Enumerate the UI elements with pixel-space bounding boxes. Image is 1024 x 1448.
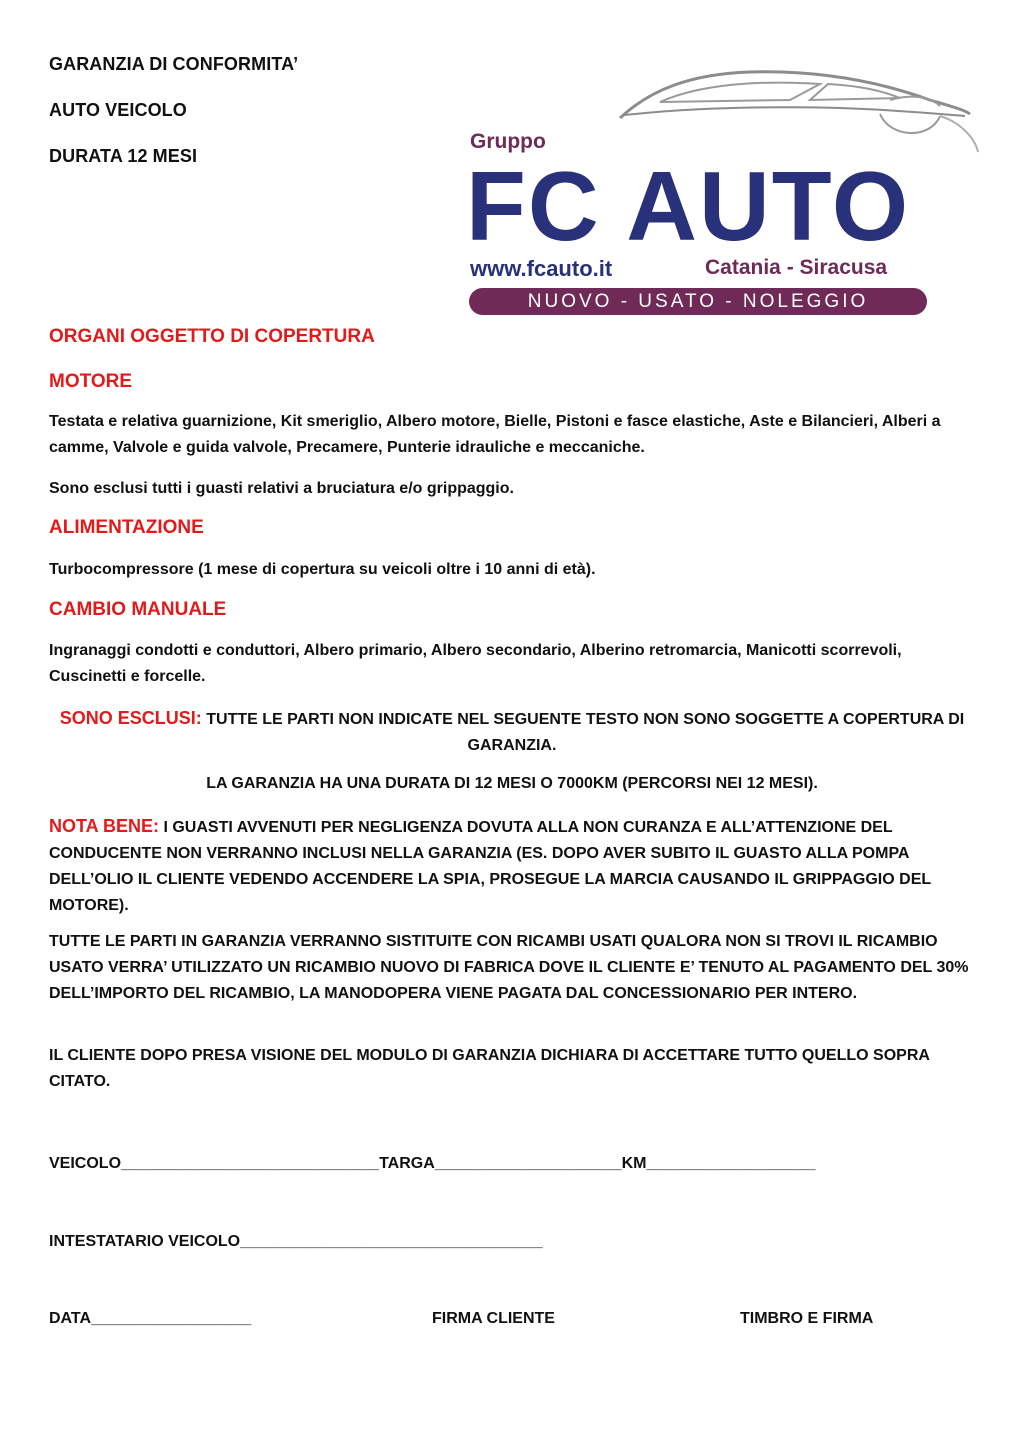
logo-name: FC AUTO bbox=[466, 151, 911, 261]
acceptance-note: IL CLIENTE DOPO PRESA VISIONE DEL MODULO DI GARANZIA DICHIARA DI ACCETTARE TUTTO QUELLO SOPRA CITATO. bbox=[49, 1047, 930, 1090]
section-engine-title: MOTORE bbox=[49, 371, 133, 392]
excluded-text: TUTTE LE PARTI NON INDICATE NEL SEGUENTE TESTO NON SONO SOGGETTE A COPERTURA DI GARANZIA. bbox=[201, 711, 965, 754]
section-engine-text: Testata e relativa guarnizione, Kit smeriglio, Albero motore, Bielle, Pistoni e fasce elastiche, Aste e Bilancieri, Alberi a camme, Valvole e guida valvole, Precamere, Punterie idrauliche e meccaniche. bbox=[49, 413, 941, 456]
logo-gruppo: Gruppo bbox=[470, 130, 546, 153]
section-engine-exclusion: Sono esclusi tutti i guasti relativi a bruciatura e/o grippaggio. bbox=[49, 480, 514, 497]
nota-bene-text: I GUASTI AVVENUTI PER NEGLIGENZA DOVUTA ALLA NON CURANZA E ALL’ATTENZIONE DEL CONDUCENTE NON VERRANNO INCLUSI NELLA GARANZIA (ES. DOPO AVER SUBITO IL GUASTO ALLA POMPA DELL’OLIO IL CLIENTE VEDENDO ACCENDERE LA SPIA, PROSEGUE LA MARCIA CAUSANDO IL GRIPPAGGIO DEL MOTORE). bbox=[49, 819, 931, 914]
owner-line[interactable]: INTESTATARIO VEICOLO__________________________________ bbox=[49, 1233, 543, 1250]
section-gearbox-text: Ingranaggi condotti e conduttori, Albero primario, Albero secondario, Alberino retromarcia, Manicotti scorrevoli, Cuscinetti e forcelle. bbox=[49, 642, 902, 685]
parts-note: TUTTE LE PARTI IN GARANZIA VERRANNO SISTITUITE CON RICAMBI USATI QUALORA NON SI TROVI IL RICAMBIO USATO VERRA’ UTILIZZATO UN RICAMBIO NUOVO DI FABRICA DOVE IL CLIENTE E’ TENUTO AL PAGAMENTO DEL 30% DELL’IMPORTO DEL RICAMBIO, LA MANODOPERA VIENE PAGATA DAL CONCESSIONARIO PER INTERO. bbox=[49, 933, 969, 1002]
logo-cities: Catania - Siracusa bbox=[705, 256, 888, 279]
excluded-label: SONO ESCLUSI: bbox=[59, 708, 202, 728]
logo-website: www.fcauto.it bbox=[470, 256, 613, 281]
coverage-title: ORGANI OGGETTO DI COPERTURA bbox=[49, 326, 375, 347]
doc-duration: DURATA 12 MESI bbox=[49, 146, 198, 166]
section-fuel-title: ALIMENTAZIONE bbox=[49, 517, 204, 538]
section-gearbox-title: CAMBIO MANUALE bbox=[49, 599, 227, 620]
date-line[interactable]: DATA__________________ bbox=[49, 1310, 252, 1327]
duration-note: LA GARANZIA HA UNA DURATA DI 12 MESI O 7000KM (PERCORSI NEI 12 MESI). bbox=[206, 775, 818, 792]
section-fuel-text: Turbocompressore (1 mese di copertura su veicoli oltre i 10 anni di età). bbox=[49, 561, 596, 578]
excluded-note bbox=[49, 705, 975, 759]
nota-bene-label: NOTA BENE: bbox=[49, 816, 159, 836]
doc-subtitle: AUTO VEICOLO bbox=[49, 100, 187, 120]
client-signature-label: FIRMA CLIENTE bbox=[432, 1310, 555, 1327]
nota-bene bbox=[49, 813, 984, 919]
doc-title: GARANZIA DI CONFORMITA’ bbox=[49, 54, 299, 74]
vehicle-plate-km-line[interactable]: VEICOLO_____________________________TARGA_____________________KM___________________ bbox=[49, 1155, 816, 1172]
stamp-signature-label: TIMBRO E FIRMA bbox=[740, 1310, 874, 1327]
logo-tagline: NUOVO - USATO - NOLEGGIO bbox=[469, 288, 927, 315]
